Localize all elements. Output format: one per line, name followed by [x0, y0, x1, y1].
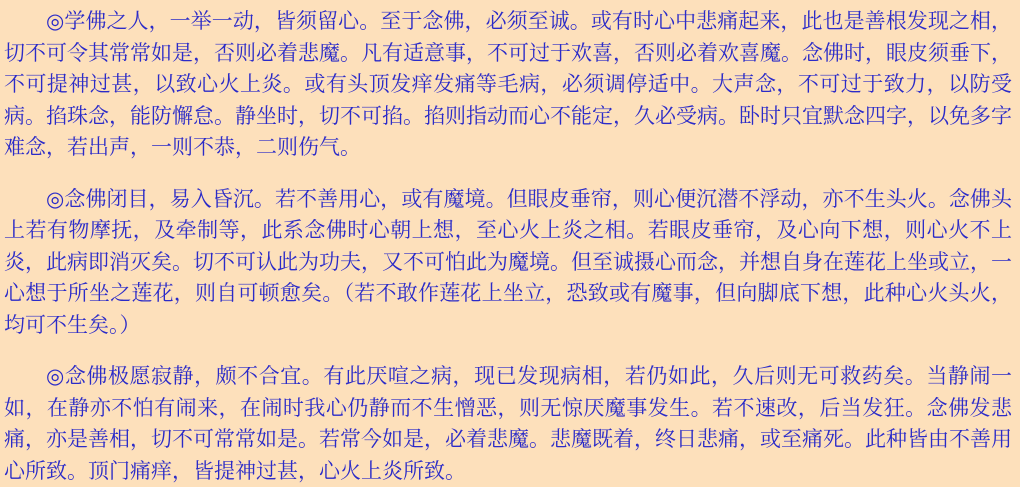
paragraph-2: ◎念佛闭目，易入昏沉。若不善用心，或有魔境。但眼皮垂帘，则心便沉潜不浮动，亦不生头火。念佛头上若有物摩抚，及牵制等，此系念佛时心朝上想，至心火上炎之相。若眼皮垂帘，及心向下想，则心火不上炎，此病即消灭矣。切不可认此为功夫，又不可怕此为魔境。但至诚摄心而念，并想自身在莲花上坐或立，一心想于所坐之莲花，则自可顿愈矣。（若不敢作莲花上坐立，恐致或有魔事，但向脚底下想，此种心火头火，均可不生矣。）	[4, 186, 1012, 337]
paragraph-1: ◎学佛之人，一举一动，皆须留心。至于念佛，必须至诚。或有时心中悲痛起来，此也是善根发现之相，切不可令其常常如是，否则必着悲魔。凡有适意事，不可过于欢喜，否则必着欢喜魔。念佛时，眼皮须垂下，不可提神过甚，以致心火上炎。或有头顶发痒发痛等毛病，必须调停适中。大声念，不可过于致力，以防受病。掐珠念，能防懈怠。静坐时，切不可掐。掐则指动而心不能定，久必受病。卧时只宜默念四字，以免多字难念，若出声，一则不恭，二则伤气。	[4, 9, 1012, 159]
paragraph-3: ◎念佛极愿寂静，颇不合宜。有此厌喧之病，现已发现病相，若仍如此，久后则无可救药矣。当静闹一如，在静亦不怕有闹来，在闹时我心仍静而不生憎恶，则无惊厌魔事发生。若不速改，后当发狂。念佛发悲痛，亦是善相，切不可常常如是。若常今如是，必着悲魔。悲魔既着，终日悲痛，或至痛死。此种皆由不善用心所致。顶门痛痒，皆提神过甚，心火上炎所致。	[4, 364, 1012, 483]
